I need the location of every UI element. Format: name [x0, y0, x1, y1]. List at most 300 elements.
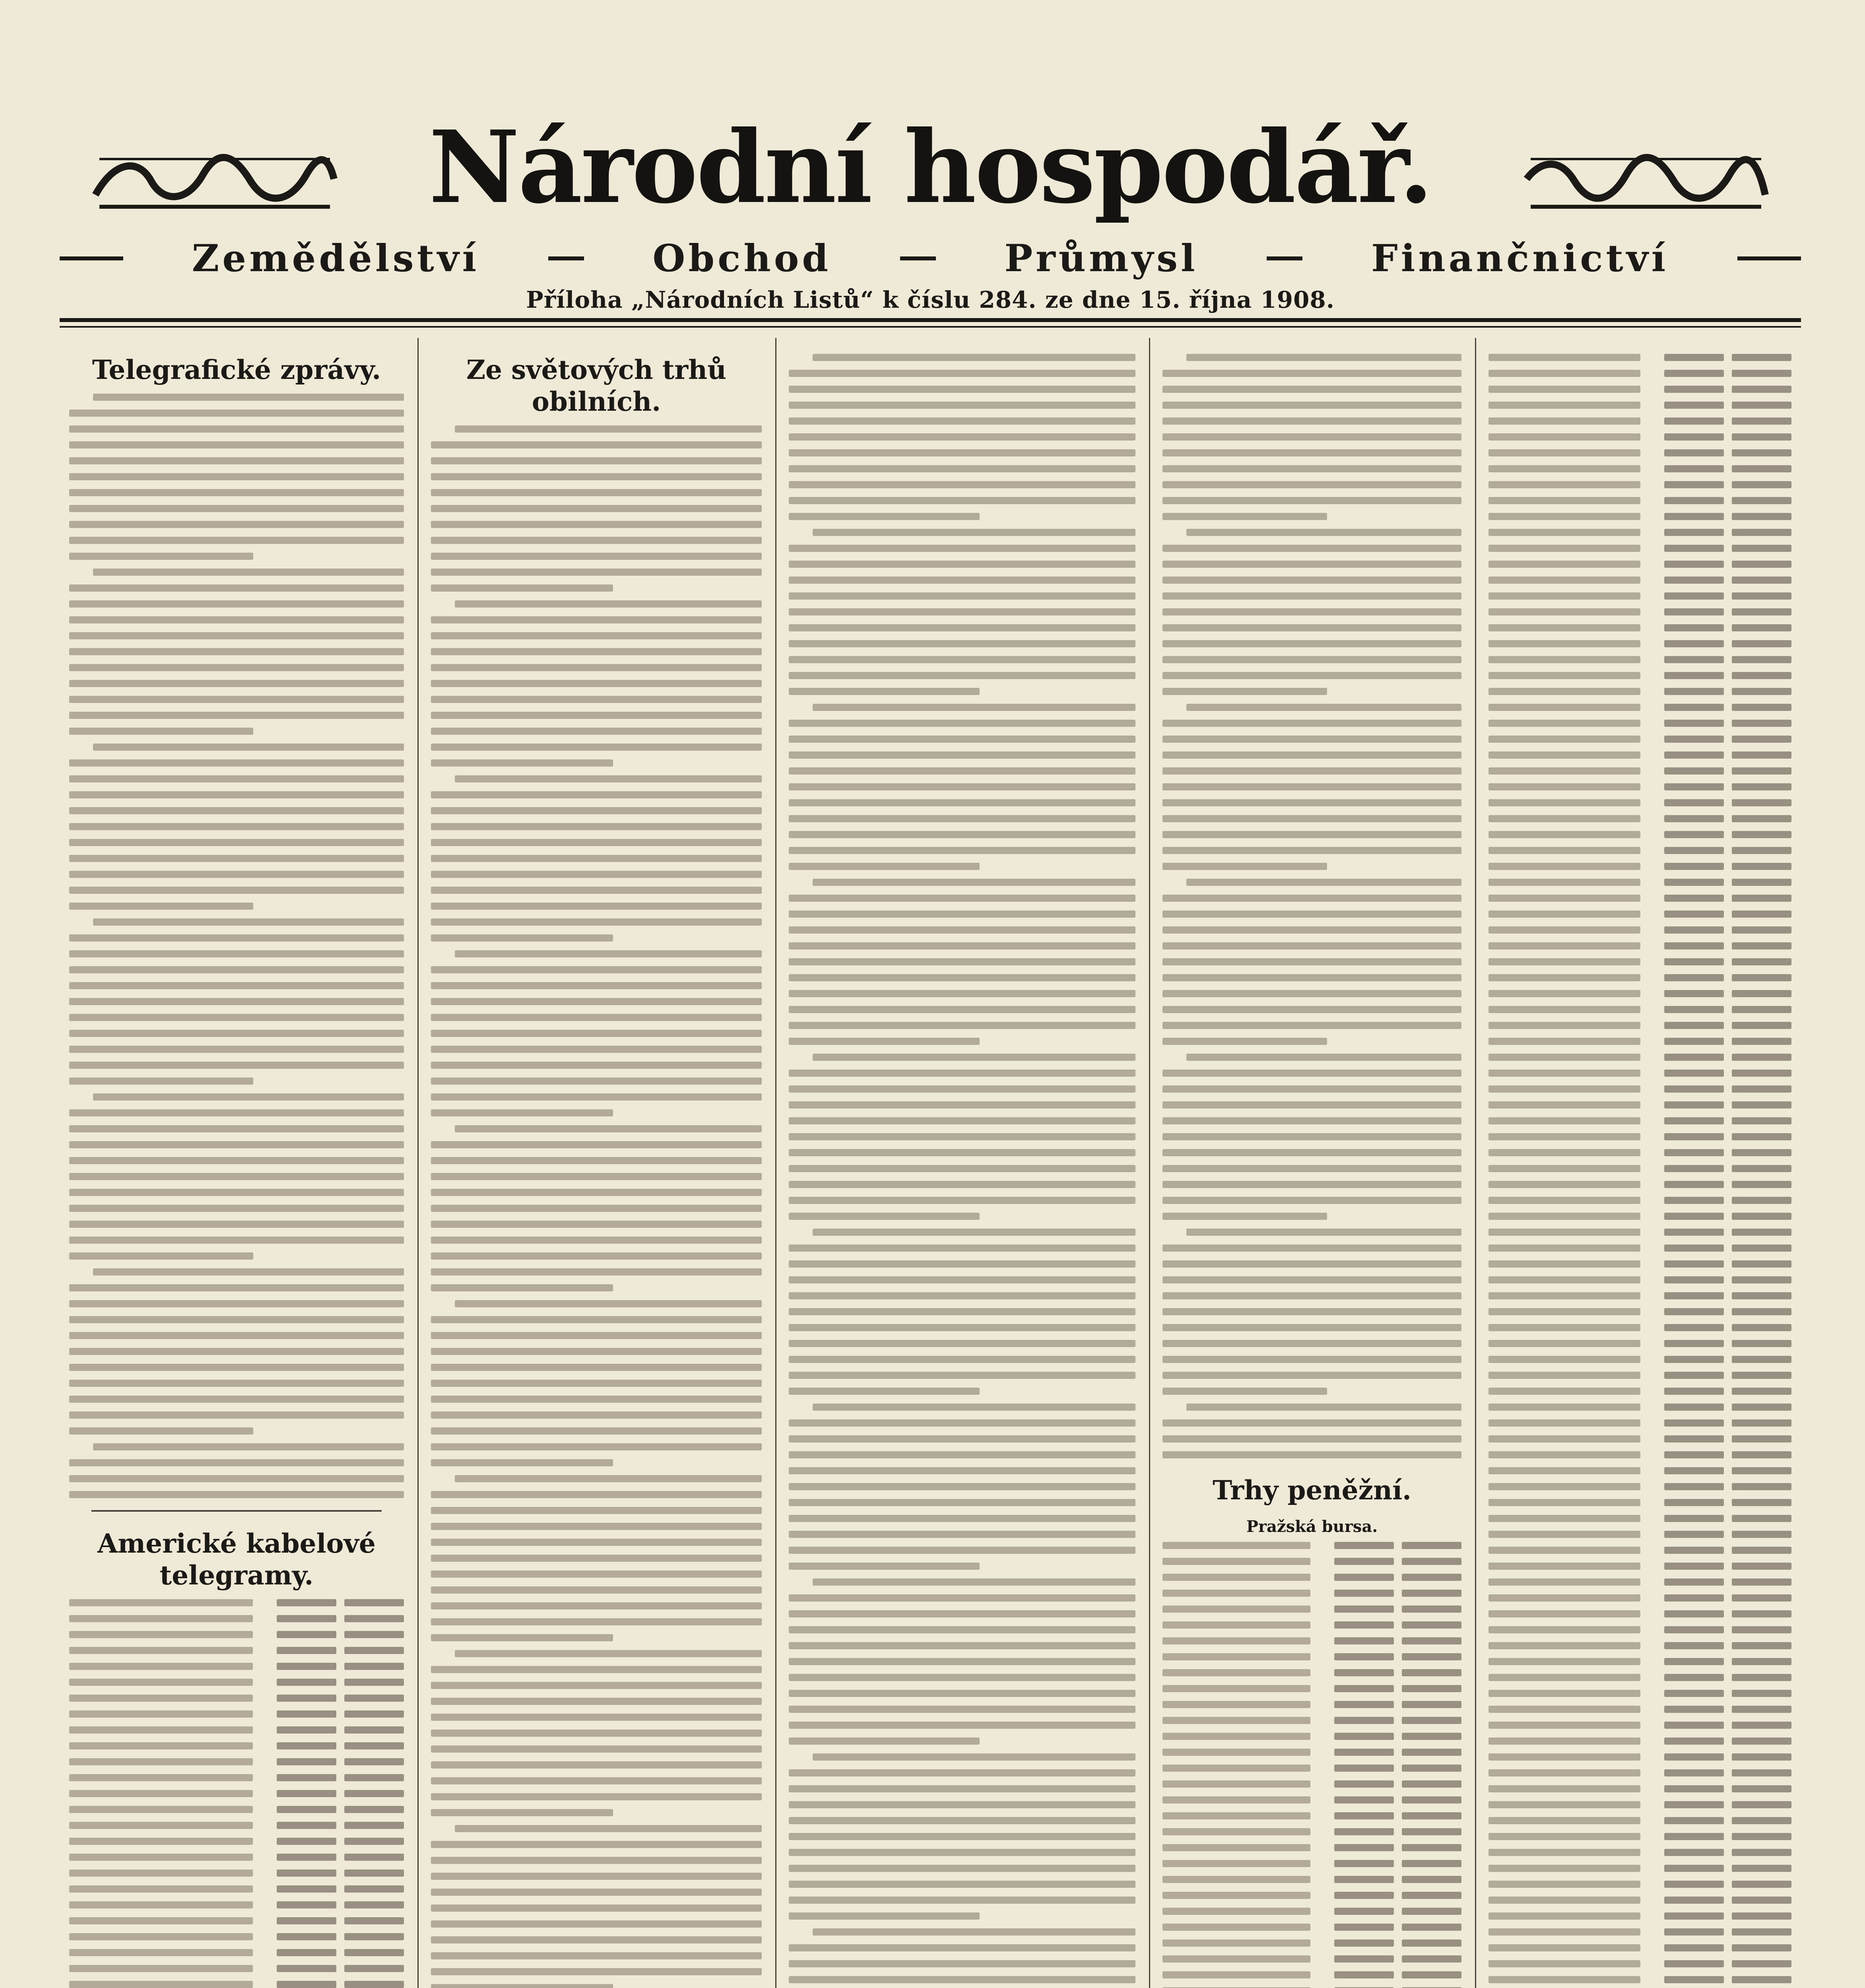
quote-value	[1664, 1388, 1724, 1395]
quote-label	[69, 1710, 253, 1718]
quote-value	[1664, 386, 1724, 393]
text-line	[789, 1944, 1135, 1951]
quote-row	[1489, 545, 1791, 552]
quote-value	[344, 1758, 404, 1765]
text-line	[789, 1594, 1135, 1602]
text-line	[431, 1237, 762, 1244]
quote-label	[1489, 640, 1640, 647]
quote-label	[1162, 1780, 1310, 1788]
quote-label	[1489, 497, 1640, 504]
quote-row	[1489, 1006, 1791, 1013]
text-line	[789, 1658, 1135, 1665]
prague-exchange-table	[1153, 1542, 1471, 1988]
quote-value	[1664, 783, 1724, 790]
quote-row	[1489, 354, 1791, 361]
quote-label	[1489, 1085, 1640, 1093]
quote-label	[1489, 736, 1640, 743]
text-line	[69, 839, 404, 846]
quote-row	[1489, 1070, 1791, 1077]
text-line	[789, 497, 1135, 504]
text-line	[93, 1443, 404, 1450]
quote-value	[1402, 1812, 1461, 1819]
quote-row	[1489, 1308, 1791, 1315]
quote-value	[1732, 1960, 1791, 1967]
text-line	[431, 1777, 762, 1784]
text-line	[789, 1817, 1135, 1824]
quote-value	[344, 1885, 404, 1893]
text-line	[789, 1244, 1135, 1252]
quote-value	[1664, 736, 1724, 743]
quote-value	[1732, 879, 1791, 886]
quote-label	[1162, 1796, 1310, 1804]
text-line	[69, 1125, 404, 1132]
text-line	[69, 887, 404, 894]
quote-row	[1489, 465, 1791, 472]
text-line	[789, 465, 1135, 472]
quote-value	[1402, 1828, 1461, 1835]
quote-value	[1732, 1928, 1791, 1936]
grain-text	[431, 425, 762, 1988]
quote-value	[1732, 1515, 1791, 1522]
quote-value	[1732, 688, 1791, 695]
quote-row	[1489, 1260, 1791, 1268]
quote-value	[1664, 1849, 1724, 1856]
quote-value	[1664, 402, 1724, 409]
text-line	[431, 1809, 613, 1816]
masthead-rule-thin	[60, 326, 1801, 328]
quote-value	[1402, 1669, 1461, 1676]
text-line	[69, 1348, 404, 1355]
telegraph-text	[69, 394, 404, 1498]
quote-value	[1732, 815, 1791, 822]
text-line	[789, 751, 1135, 759]
section-names	[60, 235, 1801, 282]
text-line	[789, 1690, 1135, 1697]
quote-label	[1489, 1419, 1640, 1427]
quote-value	[1732, 1976, 1791, 1983]
quote-value	[1334, 1749, 1394, 1756]
grain-heading: Ze světových trhů obilních.	[466, 354, 727, 417]
quote-value	[344, 1854, 404, 1861]
text-line	[1162, 1292, 1461, 1299]
text-line	[431, 616, 762, 623]
text-line	[789, 1006, 1135, 1013]
quote-row	[1489, 990, 1791, 997]
quote-value	[1732, 608, 1791, 615]
text-line	[69, 1173, 404, 1180]
text-line	[431, 1761, 762, 1769]
text-line	[1162, 1372, 1461, 1379]
quote-row	[1489, 1213, 1791, 1220]
quote-value	[1334, 1955, 1394, 1963]
text-line	[789, 1038, 980, 1045]
text-line	[789, 1419, 1135, 1427]
column-rule	[1475, 338, 1476, 1988]
section-finance: Finančnictví	[1371, 237, 1669, 280]
quote-label	[1489, 1308, 1640, 1315]
quote-row	[1489, 561, 1791, 568]
quote-label	[1489, 1881, 1640, 1888]
text-line	[431, 1571, 762, 1578]
quote-row	[1489, 831, 1791, 838]
column-telegraph	[60, 338, 413, 1988]
quote-value	[1664, 1928, 1724, 1936]
text-line	[431, 1920, 762, 1928]
quote-label	[69, 1917, 253, 1924]
quote-label	[1489, 1324, 1640, 1331]
quote-value	[344, 1679, 404, 1686]
text-line	[789, 847, 1135, 854]
quote-value	[1664, 1404, 1724, 1411]
text-line	[69, 1300, 404, 1307]
quote-value	[1732, 433, 1791, 441]
text-line	[789, 577, 1135, 584]
quote-value	[1732, 1165, 1791, 1172]
quote-label	[1162, 1653, 1310, 1660]
quote-value	[1402, 1955, 1461, 1963]
quote-value	[344, 1949, 404, 1956]
quote-value	[1664, 1817, 1724, 1824]
quote-row	[1489, 958, 1791, 965]
text-line	[789, 561, 1135, 568]
quote-label	[1489, 783, 1640, 790]
text-line	[69, 664, 404, 671]
quote-label	[1162, 1733, 1310, 1740]
text-line	[69, 489, 404, 496]
quote-value	[1732, 1372, 1791, 1379]
quote-value	[1732, 736, 1791, 743]
quote-label	[1489, 1404, 1640, 1411]
quote-value	[344, 1710, 404, 1718]
quote-value	[1402, 1590, 1461, 1597]
quote-row	[1489, 1944, 1791, 1951]
text-line	[69, 616, 404, 623]
quote-value	[1732, 529, 1791, 536]
quote-row	[1489, 1674, 1791, 1681]
text-line	[69, 807, 404, 814]
text-line	[69, 1046, 404, 1053]
quote-label	[69, 1949, 253, 1956]
masthead-rule	[60, 318, 1801, 322]
text-line	[431, 807, 762, 814]
quote-label	[1162, 1924, 1310, 1931]
quote-value	[344, 1647, 404, 1654]
quote-label	[1162, 1828, 1310, 1835]
quote-label	[69, 1742, 253, 1749]
text-line	[1162, 736, 1461, 743]
quote-value	[277, 1949, 336, 1956]
text-line	[431, 1952, 762, 1959]
quote-value	[1732, 767, 1791, 775]
quote-label	[1162, 1542, 1310, 1549]
quote-value	[277, 1885, 336, 1893]
text-line	[1162, 624, 1461, 631]
section-agriculture: Zemědělství	[192, 237, 480, 280]
text-line	[789, 1976, 1135, 1983]
text-line	[431, 1268, 762, 1276]
text-line	[1162, 1213, 1327, 1220]
text-line	[1162, 926, 1461, 934]
quote-value	[1664, 1515, 1724, 1522]
quote-label	[1489, 1642, 1640, 1649]
quote-row	[69, 1647, 404, 1654]
text-line	[69, 728, 253, 735]
quote-row	[1489, 1388, 1791, 1395]
quote-row	[1162, 1574, 1461, 1581]
quote-value	[277, 1790, 336, 1797]
quote-row	[1489, 417, 1791, 425]
text-line	[431, 1968, 762, 1975]
quote-label	[69, 1631, 253, 1638]
quote-label	[1489, 1912, 1640, 1920]
text-line	[789, 926, 1135, 934]
quote-value	[1664, 942, 1724, 949]
quote-row	[1489, 608, 1791, 615]
quote-value	[1732, 481, 1791, 488]
quote-label	[1162, 1621, 1310, 1629]
text-line	[431, 712, 762, 719]
quote-row	[1489, 1881, 1791, 1888]
quote-row	[1489, 1658, 1791, 1665]
quote-label	[1489, 1563, 1640, 1570]
text-line	[69, 1284, 404, 1291]
text-line	[789, 386, 1135, 393]
text-line	[789, 1372, 1135, 1379]
quote-value	[1732, 1578, 1791, 1586]
quote-value	[1732, 417, 1791, 425]
quote-value	[344, 1901, 404, 1908]
quote-label	[1162, 1860, 1310, 1867]
quote-row	[1489, 1276, 1791, 1283]
text-line	[789, 1260, 1135, 1268]
quote-value	[1402, 1749, 1461, 1756]
text-line	[69, 950, 404, 957]
text-line	[431, 1745, 762, 1753]
text-line	[69, 1380, 404, 1387]
quote-value	[1402, 1621, 1461, 1629]
text-line	[69, 410, 404, 417]
text-line	[431, 1602, 762, 1609]
quote-label	[1489, 1006, 1640, 1013]
quote-label	[1489, 1165, 1640, 1172]
quote-row	[1489, 1690, 1791, 1697]
quote-row	[1489, 1801, 1791, 1808]
quote-label	[1489, 1594, 1640, 1602]
quote-value	[1664, 545, 1724, 552]
text-line	[789, 1117, 1135, 1124]
quote-value	[1664, 799, 1724, 806]
text-line	[789, 1340, 1135, 1347]
quote-value	[1732, 1626, 1791, 1633]
quote-value	[1732, 1324, 1791, 1331]
quote-row	[1489, 577, 1791, 584]
text-line	[1162, 863, 1327, 870]
text-line	[1186, 1229, 1461, 1236]
text-line	[789, 1769, 1135, 1776]
text-line	[789, 1626, 1135, 1633]
quote-value	[1334, 1733, 1394, 1740]
quote-value	[1732, 561, 1791, 568]
quote-row	[69, 1933, 404, 1940]
quote-label	[1489, 1738, 1640, 1745]
cable-heading: Americké kabelové telegramy.	[97, 1528, 376, 1591]
quote-value	[1664, 831, 1724, 838]
quote-row	[69, 1917, 404, 1924]
quote-value	[1664, 1324, 1724, 1331]
quote-label	[1489, 1722, 1640, 1729]
text-line	[1162, 767, 1461, 775]
quote-label	[1489, 990, 1640, 997]
text-line	[789, 1276, 1135, 1283]
quote-label	[1162, 1590, 1310, 1597]
quote-row	[1489, 1197, 1791, 1204]
text-line	[431, 1030, 762, 1037]
quote-value	[1732, 720, 1791, 727]
quote-value	[1732, 640, 1791, 647]
quote-value	[1732, 1642, 1791, 1649]
quote-label	[1489, 1244, 1640, 1252]
text-line	[69, 441, 404, 448]
quote-row	[1162, 1908, 1461, 1915]
quote-value	[1402, 1971, 1461, 1978]
quote-label	[1162, 1765, 1310, 1772]
quote-value	[277, 1774, 336, 1781]
text-line	[1162, 640, 1461, 647]
quote-row	[1162, 1971, 1461, 1978]
quote-value	[1334, 1717, 1394, 1724]
quote-value	[1664, 1531, 1724, 1538]
quote-value	[1664, 1547, 1724, 1554]
quote-value	[1732, 1133, 1791, 1140]
text-line	[1162, 1435, 1461, 1442]
quote-row	[69, 1726, 404, 1734]
quote-value	[1402, 1860, 1461, 1867]
quote-value	[1402, 1701, 1461, 1708]
quote-value	[1664, 1260, 1724, 1268]
quote-row	[1489, 783, 1791, 790]
quote-row	[1162, 1812, 1461, 1819]
text-line	[813, 354, 1135, 361]
text-line	[789, 1912, 980, 1920]
quote-label	[1489, 847, 1640, 854]
quote-value	[1664, 1578, 1724, 1586]
text-line	[789, 1022, 1135, 1029]
divider	[548, 256, 584, 260]
quote-row	[1489, 1738, 1791, 1745]
quote-label	[1489, 1944, 1640, 1951]
text-line	[789, 1149, 1135, 1156]
quote-row	[1489, 1372, 1791, 1379]
quote-label	[1489, 911, 1640, 918]
quote-value	[1402, 1733, 1461, 1740]
text-line	[69, 1157, 404, 1164]
quote-row	[69, 1949, 404, 1956]
quote-value	[277, 1917, 336, 1924]
quote-label	[1489, 1674, 1640, 1681]
text-line	[431, 696, 762, 703]
text-line	[431, 1157, 762, 1164]
text-line	[789, 783, 1135, 790]
text-line	[455, 1825, 762, 1832]
quote-value	[1402, 1606, 1461, 1613]
quote-value	[1664, 1133, 1724, 1140]
quote-value	[1402, 1780, 1461, 1788]
quote-value	[1664, 1372, 1724, 1379]
quote-row	[1162, 1621, 1461, 1629]
quote-value	[1664, 1213, 1724, 1220]
quote-value	[1664, 1435, 1724, 1442]
quote-value	[1664, 1976, 1724, 1983]
quote-value	[1334, 1590, 1394, 1597]
quote-label	[1162, 1876, 1310, 1883]
quote-value	[277, 1870, 336, 1877]
quote-row	[1489, 1722, 1791, 1729]
quote-value	[1664, 863, 1724, 870]
text-line	[789, 545, 1135, 552]
text-line	[69, 1141, 404, 1148]
text-line	[431, 664, 762, 671]
text-line	[813, 1404, 1135, 1411]
quote-label	[1489, 863, 1640, 870]
text-line	[1162, 720, 1461, 727]
quote-value	[1664, 847, 1724, 854]
quote-value	[1664, 513, 1724, 520]
text-line	[1162, 911, 1461, 918]
quote-value	[1664, 1642, 1724, 1649]
text-line	[69, 855, 404, 862]
quote-value	[1334, 1558, 1394, 1565]
quote-row	[1162, 1558, 1461, 1565]
quote-row	[69, 1679, 404, 1686]
newspaper-title: Národní hospodář.	[429, 109, 1432, 225]
quote-row	[1489, 942, 1791, 949]
quote-value	[1664, 354, 1724, 361]
quote-value	[1732, 1419, 1791, 1427]
quote-value	[344, 1663, 404, 1670]
text-line	[431, 1555, 762, 1562]
text-line	[69, 712, 404, 719]
quote-label	[1489, 1483, 1640, 1490]
quote-value	[1732, 1674, 1791, 1681]
quote-label	[69, 1822, 253, 1829]
text-line	[69, 1411, 404, 1419]
quote-row	[1489, 1229, 1791, 1236]
quote-label	[1489, 1070, 1640, 1077]
text-line	[431, 1666, 762, 1673]
quote-value	[1732, 704, 1791, 711]
text-line	[789, 1706, 1135, 1713]
quote-label	[1489, 1928, 1640, 1936]
quote-value	[1732, 1022, 1791, 1029]
text-line	[789, 1356, 1135, 1363]
text-line	[431, 1380, 762, 1387]
text-line	[789, 1610, 1135, 1617]
text-line	[1162, 386, 1461, 393]
text-line	[69, 759, 404, 767]
quote-value	[1732, 624, 1791, 631]
quote-row	[1489, 736, 1791, 743]
text-line	[69, 553, 253, 560]
quote-row	[1489, 1531, 1791, 1538]
text-line	[1162, 1117, 1461, 1124]
quote-value	[277, 1901, 336, 1908]
quote-row	[1162, 1606, 1461, 1613]
text-line	[1162, 1006, 1461, 1013]
quote-value	[1664, 879, 1724, 886]
quote-row	[69, 1885, 404, 1893]
quote-value	[1664, 895, 1724, 902]
text-line	[1162, 656, 1461, 663]
